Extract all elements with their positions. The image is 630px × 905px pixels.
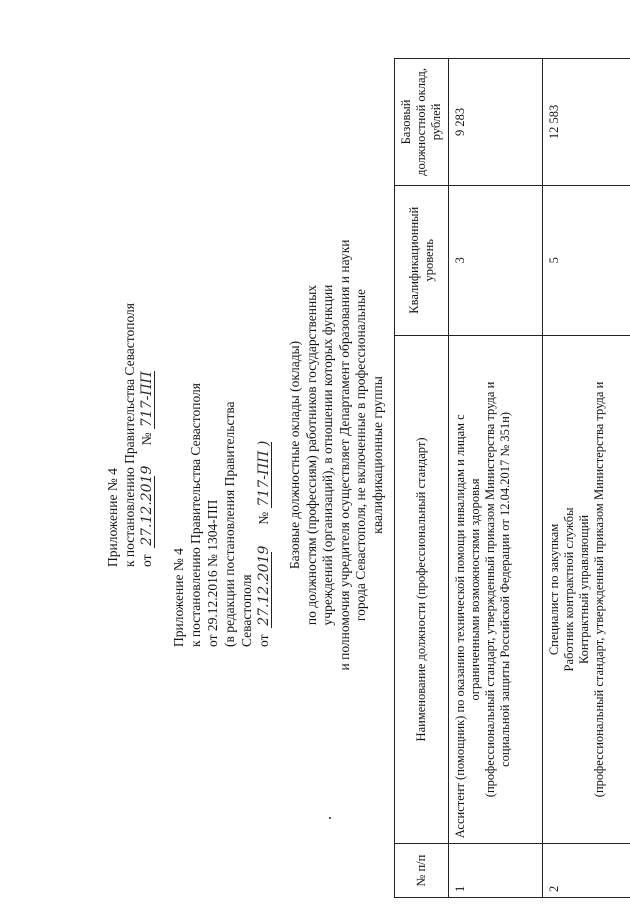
number-prefix: № <box>256 511 271 525</box>
appendix-prev-title: Приложение № 4 <box>171 548 186 647</box>
handwritten-number: 717-ПП ) <box>256 440 272 507</box>
handwritten-date: 27.12.2019 <box>139 465 155 546</box>
appendix-main-from-line <box>138 303 155 567</box>
table-row <box>449 59 543 898</box>
row-salary: 12 583 <box>543 59 630 186</box>
position-line: Специалист по закупкам <box>547 523 561 656</box>
title-line: и полномочия учредителя осуществляет Департамент образования и науки <box>336 239 352 671</box>
position-line: ограниченными возможностями здоровья <box>468 478 482 701</box>
position-line: Контрактный управляющий <box>577 514 591 665</box>
position-line: Ассистент (помощник) по оказанию технической помощи инвалидам и лицам с <box>453 414 467 839</box>
position-line: социальной защиты Российской Федерации от 12.04.2017 № 351н) <box>498 412 512 767</box>
title-line: Базовые должностные оклады (оклады) <box>287 340 302 570</box>
handwritten-number: 717-ПП <box>139 371 155 428</box>
from-prefix: от <box>256 634 271 647</box>
handwritten-date: 27.12.2019 <box>256 545 272 626</box>
salary-table <box>394 58 630 898</box>
title-line: города Севастополя, не включенные в профессиональные <box>353 288 368 622</box>
title-line: квалификационные группы <box>369 376 385 534</box>
appendix-prev-from-line <box>255 383 272 647</box>
position-line: (профессиональный стандарт, утвержденный приказом Министерства труда и <box>592 381 606 798</box>
row-salary: 9 283 <box>449 59 543 186</box>
header-salary: Базовый должностной оклад, рублей <box>395 59 449 186</box>
title-line: учреждений (организаций), в отношении которых функции <box>320 284 335 626</box>
scan-speck <box>329 817 331 819</box>
table-row <box>543 59 630 898</box>
row-level: 5 <box>543 185 630 335</box>
position-line: (профессиональный стандарт, утвержденный приказом Министерства труда и <box>483 381 497 798</box>
row-position <box>449 335 543 844</box>
row-num: 2 <box>543 844 630 898</box>
title-line: по должностям (профессиям) работников государственных <box>303 284 319 626</box>
header-level: Квалификационный уровень <box>395 185 449 335</box>
table-header-row <box>395 59 449 898</box>
row-level: 3 <box>449 185 543 335</box>
appendix-main-block <box>104 303 155 567</box>
appendix-main-to: к постановлению Правительства Севастополя <box>122 303 137 567</box>
appendix-prev-to: к постановлению Правительства Севастополя <box>188 383 203 647</box>
row-num: 1 <box>449 844 543 898</box>
position-line: Работник контрактной службы <box>562 507 576 672</box>
appendix-main-title: Приложение № 4 <box>105 468 120 567</box>
number-prefix: № <box>139 432 154 446</box>
appendix-prev-block <box>170 383 272 647</box>
header-num: № п/п <box>395 844 449 898</box>
header-position: Наименование должности (профессиональный стандарт) <box>395 335 449 844</box>
row-position <box>543 335 630 844</box>
appendix-prev-edition: (в редакции постановления Правительства <box>222 401 237 647</box>
appendix-prev-edition2: Севастополя <box>239 574 254 647</box>
document-title <box>287 220 386 690</box>
from-prefix: от <box>139 554 154 567</box>
appendix-prev-ref: от 29.12.2016 № 1304-ПП <box>205 499 220 647</box>
